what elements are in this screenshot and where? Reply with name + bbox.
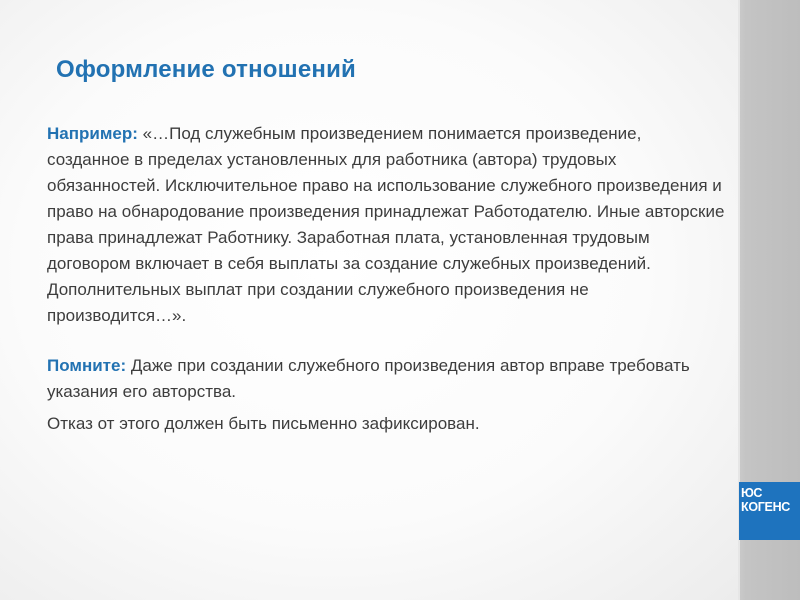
slide-content bbox=[47, 121, 727, 437]
company-logo bbox=[739, 482, 800, 540]
remember-paragraph bbox=[47, 353, 727, 405]
slide-title: Оформление отношений bbox=[56, 56, 356, 83]
example-label: Например: bbox=[47, 124, 138, 143]
paragraph-spacer bbox=[47, 329, 727, 353]
remember-text: Даже при создании служебного произведения автор вправе требовать указания его авторства. bbox=[47, 356, 690, 401]
final-paragraph: Отказ от этого должен быть письменно зафиксирован. bbox=[47, 414, 480, 433]
remember-label: Помните: bbox=[47, 356, 127, 375]
example-text: «…Под служебным произведением понимается произведение, созданное в пределах установленных для работника (автора) трудовых обязанностей. Исключительное право на использование служебного произведения и право на обнародование произведения принадлежат Работодателю. Иные авторские права принадлежат Работнику. Заработная плата, установленная трудовым договором включает в себя выплаты за создание служебных произведений. Дополнительных выплат при создании служебного произведения не производится…». bbox=[47, 124, 725, 325]
logo-line-2: КОГЕНС bbox=[741, 500, 791, 514]
logo-line-1: ЮС bbox=[741, 486, 763, 500]
example-paragraph bbox=[47, 121, 727, 329]
